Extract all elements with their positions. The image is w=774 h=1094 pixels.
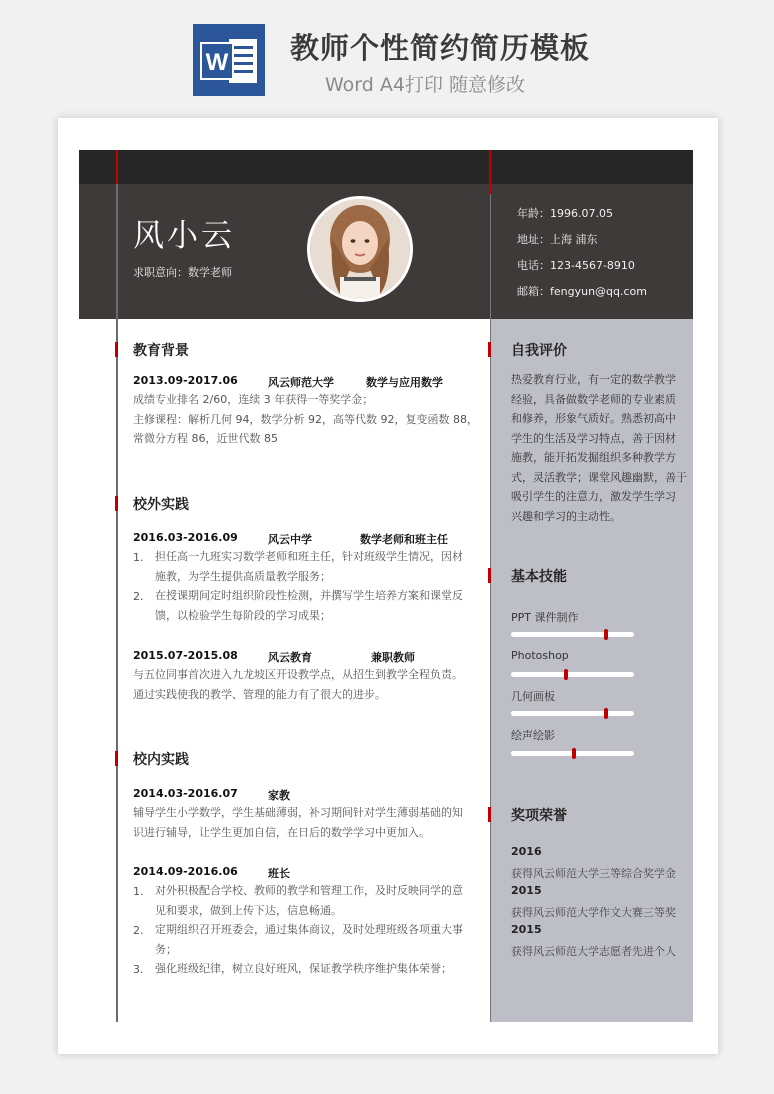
internal-role-1: 家教	[268, 789, 290, 802]
skill-bar-ppt	[511, 632, 634, 637]
banner-title: 教师个性简约简历模板	[290, 31, 591, 65]
column-divider-accent	[489, 150, 491, 194]
word-document-icon	[193, 24, 265, 96]
resume-page	[58, 118, 718, 1054]
page-banner	[0, 0, 774, 110]
job-intent: 求职意向：数学老师	[133, 266, 232, 279]
avatar	[307, 196, 413, 302]
section-title-external: 校外实践	[133, 497, 189, 513]
section-title-self-eval: 自我评价	[511, 343, 567, 359]
skill-level-marker	[604, 708, 608, 719]
internal-role-2: 班长	[268, 867, 290, 880]
internal-date-2: 2014.09-2016.06	[133, 865, 238, 878]
skill-bar-photoshop	[511, 672, 634, 677]
skill-label-ppt: PPT 课件制作	[511, 611, 579, 624]
award-year: 2015	[511, 923, 542, 936]
list-number: 2.	[133, 590, 144, 603]
column-divider	[490, 150, 491, 1022]
section-marker	[115, 751, 118, 766]
education-school: 风云师范大学	[268, 376, 334, 389]
award-year: 2015	[511, 884, 542, 897]
section-marker	[488, 807, 491, 822]
external-org-1: 风云中学	[268, 533, 312, 546]
list-item: 定期组织召开班委会，通过集体商议，及时处理班级各项重大事 务；	[155, 923, 463, 956]
section-marker	[115, 496, 118, 511]
left-rule	[116, 150, 118, 1022]
internal-details-1: 辅导学生小学数学，学生基础薄弱，补习期间针对学生薄弱基础的知 识进行辅导，让学生更加自信，在日后的数学学习中更加入。	[133, 806, 463, 839]
external-role-1: 数学老师和班主任	[360, 533, 448, 546]
list-number: 2.	[133, 924, 144, 937]
skill-label-geometry: 几何画板	[511, 690, 555, 703]
skill-label-photoshop: Photoshop	[511, 649, 569, 662]
internal-date-1: 2014.03-2016.07	[133, 787, 238, 800]
contact-email: 邮箱：fengyun@qq.com	[517, 285, 648, 298]
list-item: 在授课期间定时组织阶段性检测，并撰写学生培养方案和课堂反 馈，以检验学生每阶段的学习成果；	[155, 589, 463, 622]
award-year: 2016	[511, 845, 542, 858]
contact-address: 地址：上海 浦东	[517, 233, 598, 246]
list-item: 担任高一九班实习数学老师和班主任，针对班级学生情况，因材 施教，为学生提供高质量教学服务；	[155, 550, 463, 583]
skill-bar-geometry	[511, 711, 634, 716]
list-item: 对外积极配合学校、教师的教学和管理工作，及时反映同学的意 见和要求，做到上传下达，信息畅通。	[155, 884, 463, 917]
section-title-education: 教育背景	[133, 343, 189, 359]
award-text: 获得风云师范大学三等综合奖学金	[511, 867, 676, 880]
contact-phone: 电话：123-4567-8910	[517, 259, 635, 272]
section-marker	[115, 342, 118, 357]
section-title-awards: 奖项荣誉	[511, 808, 567, 824]
list-number: 1.	[133, 551, 144, 564]
left-rule-accent	[116, 150, 118, 184]
external-role-2: 兼职教师	[371, 651, 415, 664]
list-number: 1.	[133, 885, 144, 898]
svg-text:W: W	[205, 49, 229, 76]
external-details-2: 与五位同事首次进入九龙坡区开设教学点，从招生到教学全程负责。 通过实践使我的教学、管理的能力有了很大的进步。	[133, 668, 463, 701]
section-marker	[488, 342, 491, 357]
skill-level-marker	[564, 669, 568, 680]
external-date-2: 2015.07-2015.08	[133, 649, 238, 662]
banner-subtitle: Word A4打印 随意修改	[325, 74, 526, 96]
skill-bar-video	[511, 751, 634, 756]
section-title-internal: 校内实践	[133, 752, 189, 768]
external-org-2: 风云教育	[268, 651, 312, 664]
section-marker	[488, 568, 491, 583]
skill-label-video: 绘声绘影	[511, 729, 555, 742]
portrait-image	[310, 199, 410, 299]
self-eval-text: 热爱教育行业，有一定的数学教学 经验，具备做数学老师的专业素质 和修养，形象气质好。熟悉初高中 学生的生活及学习特点，善于因材 施教，能开拓发掘组织多种教学方 式，灵活教学；课堂风趣幽默，善于 吸引学生的注意力，激发学生学习 兴趣和学习的主动性。	[511, 373, 687, 523]
external-date-1: 2016.03-2016.09	[133, 531, 238, 544]
education-details: 成绩专业排名 2/60，连续 3 年获得一等奖学金； 主修课程：解析几何 94，数学分析 92，高等代数 92，复变函数 88， 常微分方程 86，近世代数 85	[133, 393, 478, 446]
section-title-skills: 基本技能	[511, 569, 567, 585]
top-strip	[79, 150, 693, 184]
skill-level-marker	[604, 629, 608, 640]
list-number: 3.	[133, 963, 144, 976]
contact-age: 年龄：1996.07.05	[517, 207, 613, 220]
award-text: 获得风云师范大学志愿者先进个人	[511, 945, 676, 958]
award-text: 获得风云师范大学作文大赛三等奖	[511, 906, 676, 919]
education-major: 数学与应用数学	[366, 376, 443, 389]
list-item: 强化班级纪律，树立良好班风，保证教学秩序维护集体荣誉；	[155, 962, 452, 975]
skill-level-marker	[572, 748, 576, 759]
education-date: 2013.09-2017.06	[133, 374, 238, 387]
candidate-name: 风小云	[133, 218, 235, 254]
